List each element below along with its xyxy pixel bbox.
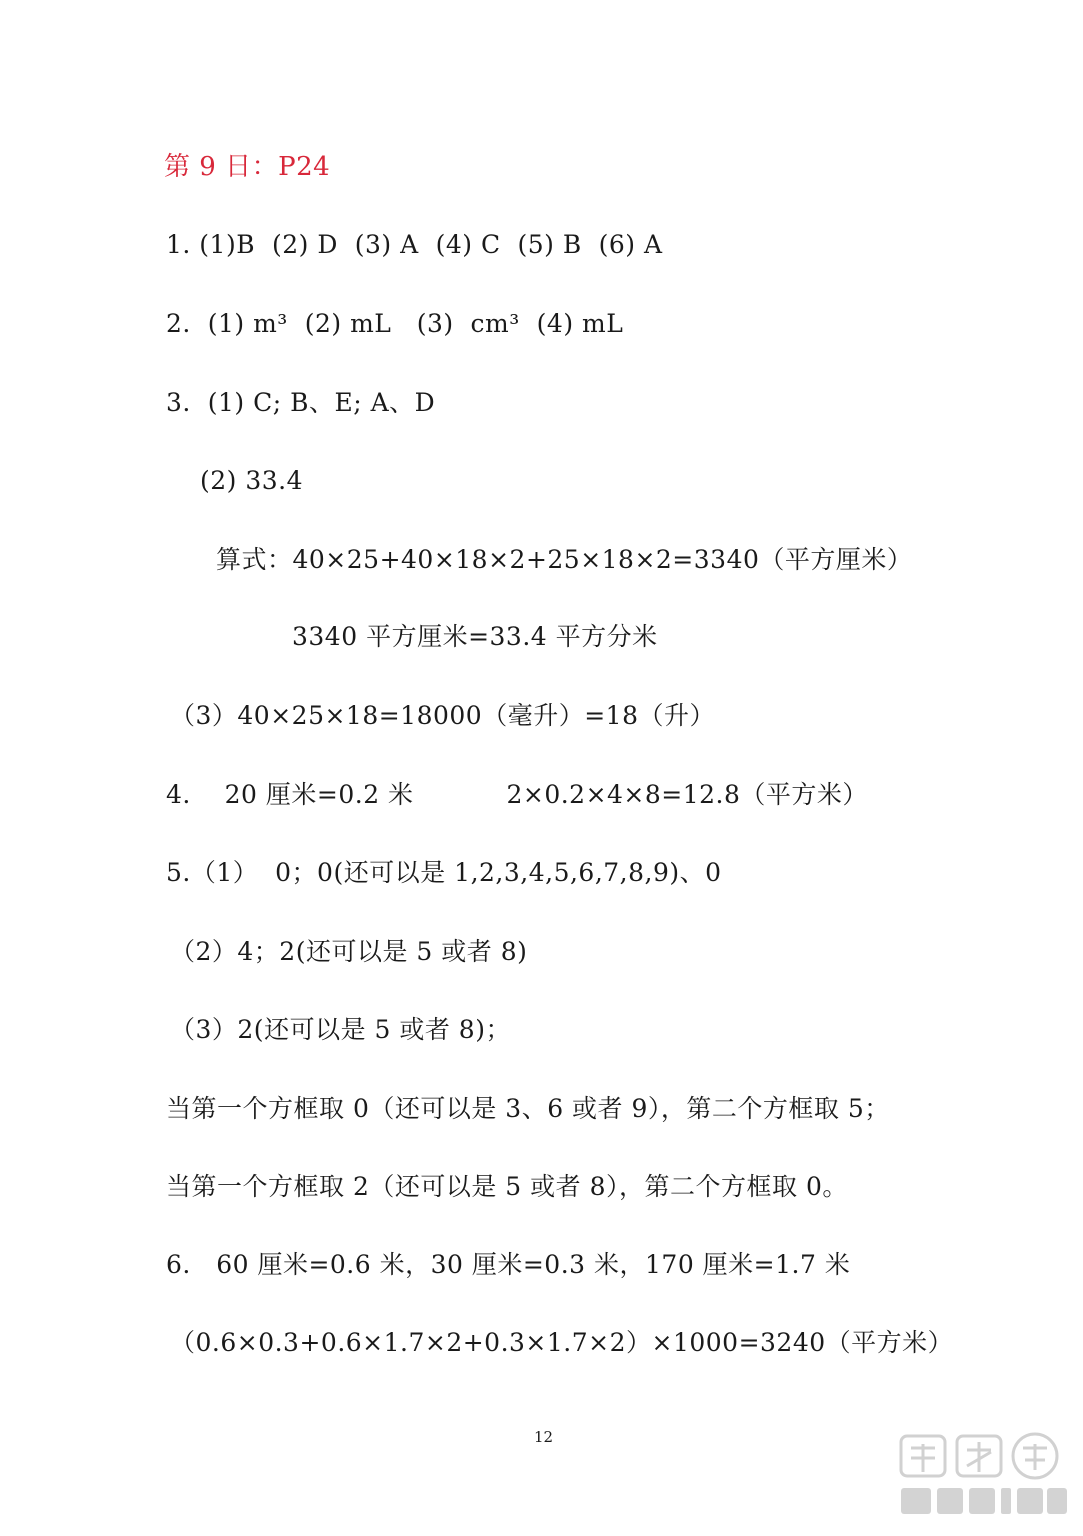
case-line-1: 当第一个方框取 0（还可以是 3、6 或者 9），第二个方框取 5； [166,1094,890,1123]
answer-line-5-2: （2）4；2(还可以是 5 或者 8) [170,937,528,966]
answer-line-2: 2. (1) m³ (2) mL (3) cm³ (4) mL [166,309,624,338]
formula-line: 算式：40×25+40×18×2+25×18×2=3340（平方厘米） [216,545,913,574]
day-heading: 第 9 日：P24 [164,152,331,182]
conversion-line: 3340 平方厘米=33.4 平方分米 [292,622,658,651]
answer-line-6-calc: （0.6×0.3+0.6×1.7×2+0.3×1.7×2）×1000=3240（平方米） [170,1328,954,1357]
answer-line-4: 4. 20 厘米=0.2 米 2×0.2×4×8=12.8（平方米） [166,780,868,809]
answer-line-3: 3. (1) C; B、E; A、D [166,388,436,417]
answer-line-3-2: (2) 33.4 [200,466,304,495]
answer-line-1: 1. (1)B (2) D (3) A (4) C (5) B (6) A [166,230,663,259]
answer-line-5-3: （3）2(还可以是 5 或者 8)； [170,1015,511,1044]
answer-line-5-1: 5.（1） 0；0(还可以是 1,2,3,4,5,6,7,8,9)、0 [166,858,722,887]
watermark-logo [893,1430,1071,1522]
answer-line-3-3: （3）40×25×18=18000（毫升）=18（升） [170,701,715,730]
case-line-2: 当第一个方框取 2（还可以是 5 或者 8），第二个方框取 0。 [166,1172,848,1201]
answer-line-6: 6. 60 厘米=0.6 米，30 厘米=0.3 米，170 厘米=1.7 米 [166,1250,851,1279]
page-number: 12 [534,1428,554,1446]
